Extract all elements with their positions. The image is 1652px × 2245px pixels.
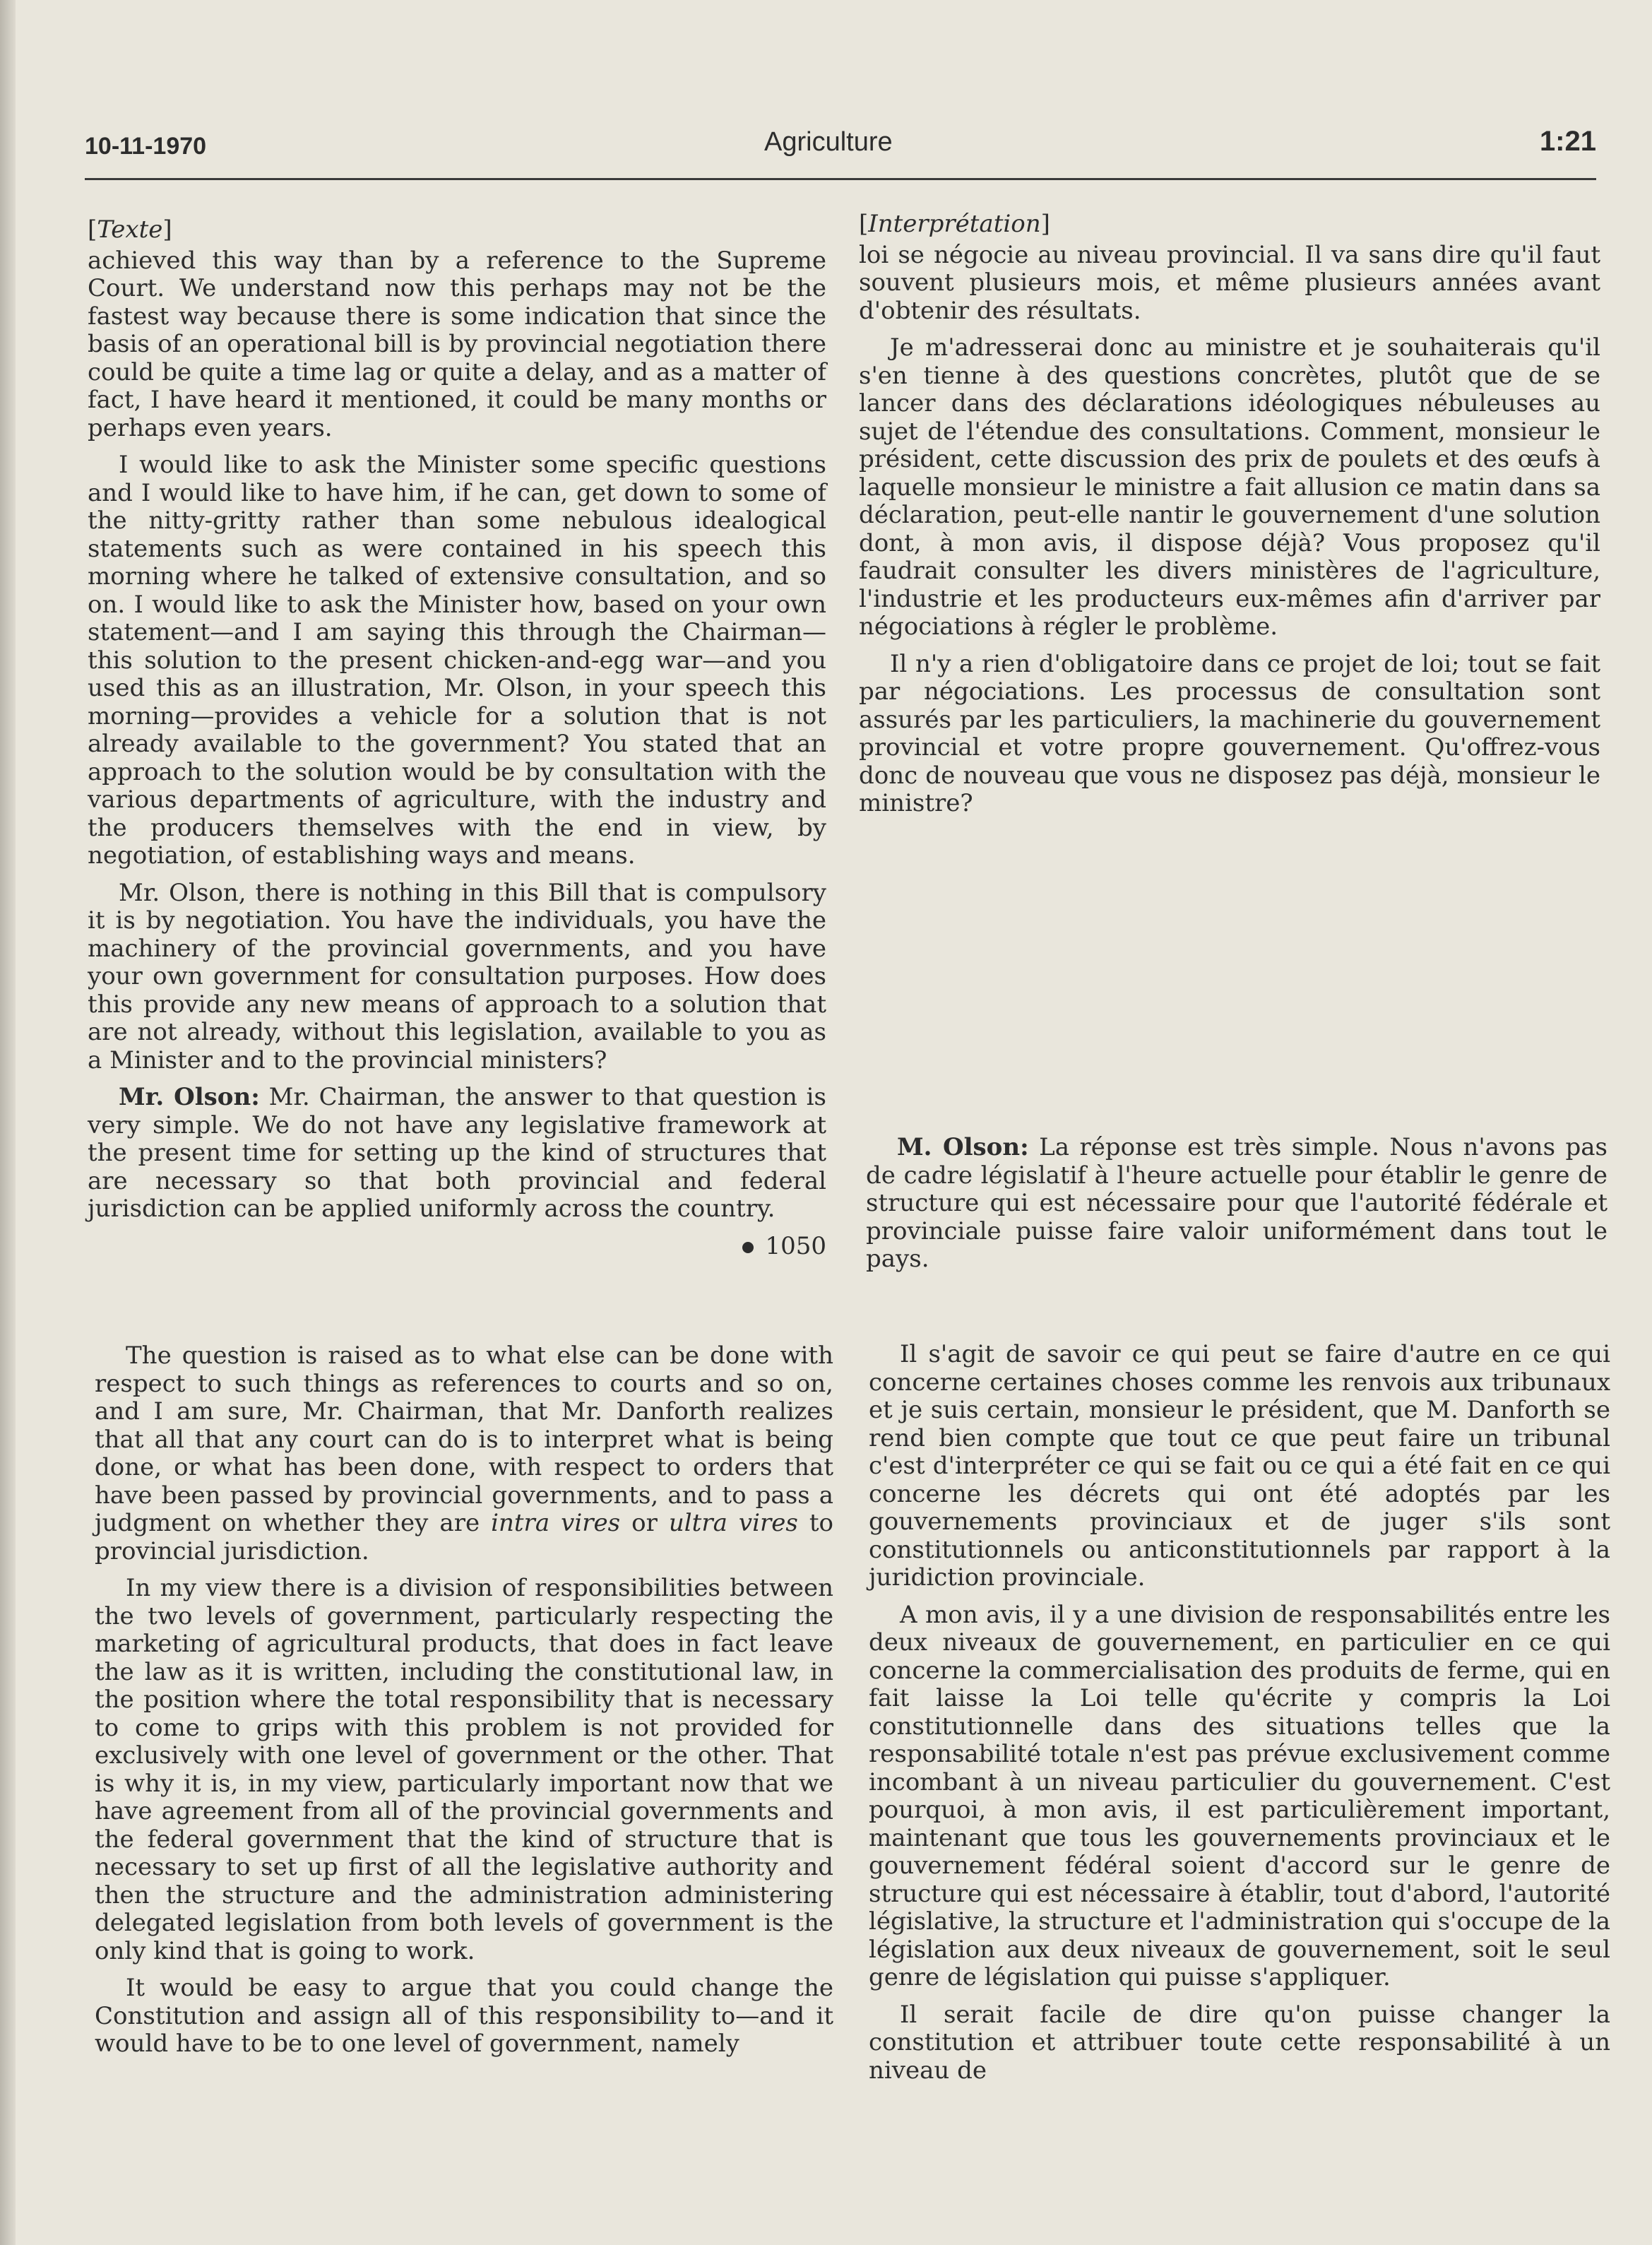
french-column-speaker [866,1134,1608,1283]
page-header [85,126,1596,180]
paragraph: I would like to ask the Minister some specific questions and I would like to have him, if he can, get down to some of the nitty-gritty rather than some nebulous idealogical statements such as were contained in his speech this morning where he talked of extensive consultation, and so on. I would like to ask the Minister how, based on your own statement—and I am saying this through the Chairman—this solution to the present chicken-and-egg war—and you used this as an illustration, Mr. Olson, in your speech this morning—provides a vehicle for a solution that is not already available to the government? You stated that an approach to the solution would be by consultation with the various departments of agriculture, with the industry and the producers themselves with the end in view, by negotiation, of establishing ways and means. [88,451,826,870]
speaker-name: M. Olson: [897,1133,1029,1161]
speaker-paragraph: M. Olson: La réponse est très simple. Nous n'avons pas de cadre législatif à l'heure actuelle pour établir le genre de structure qui est nécessaire pour que l'autorité fédérale et provinciale puisse faire valoir uniformément dans tout le pays. [866,1133,1608,1273]
section-tag-interpretation: [Interprétation] [859,210,1050,238]
paragraph: Je m'adresserai donc au ministre et je souhaiterais qu'il s'en tienne à des questions concrètes, plutôt que de se lancer dans des déclarations idéologiques nébuleuses au sujet de l'étendue des consultations. Comment, monsieur le président, cette discussion des prix de poulets et des œufs à laquelle monsieur le ministre a fait allusion ce matin dans sa déclaration, peut-elle nantir le gouvernement d'une solution dont, à mon avis, il dispose déjà? Vous proposez qu'il faudrait consulter les divers ministères de l'agriculture, l'industrie et les producteurs eux-mêmes afin d'arriver par négociations à régler le problème. [859,333,1600,641]
paragraph: Il n'y a rien d'obligatoire dans ce projet de loi; tout se fait par négociations. Les processus de consultation sont assurés par les particuliers, la machinerie du gouvernement provincial et votre propre gouvernement. Qu'offrez-vous donc de nouveau que vous ne disposez pas déjà, monsieur le ministre? [859,649,1600,817]
paragraph: loi se négocie au niveau provincial. Il va sans dire qu'il faut souvent plusieurs mois, et même plusieurs années avant d'obtenir des résultats. [859,240,1600,325]
paragraph: It would be easy to argue that you could change the Constitution and assign all of this responsibility to—and it would have to be to one level of government, namely [95,1974,833,2058]
paragraph: Il s'agit de savoir ce qui peut se faire d'autre en ce qui concerne certaines choses comme les renvois aux tribunaux et je suis certain, monsieur le président, que M. Danforth se rend bien compte que tout ce que peut faire un tribunal c'est d'interpréter ce qui se fait ou ce qui a été fait en ce qui concerne les décrets qui ont été adoptés par les gouvernements provinciaux et de juger s'ils sont constitutionnels ou anticonstitutionnels par rapport à la juridiction provinciale. [869,1340,1610,1592]
header-page-number: 1:21 [1539,126,1596,157]
speaker-name: Mr. Olson: [119,1083,260,1111]
paragraph: The question is raised as to what else can be done with respect to such things as references to courts and so on, and I am sure, Mr. Chairman, that Mr. Danforth realizes that all that any court can do is to interpret what is being done, or what has been done, with respect to orders that have been passed by provincial governments, and to pass a judgment on whether they are intra vires or ultra vires to provincial jurisdiction. [95,1341,833,1565]
bullet-dot-icon [742,1242,754,1253]
english-column [88,216,826,1270]
english-column-continued [95,1342,833,2068]
section-tag-texte: [Texte] [88,215,172,244]
time-marker: 1050 [88,1233,826,1261]
french-column-continued [869,1341,1610,2094]
paragraph: In my view there is a division of responsibilities between the two levels of government, particularly respecting the marketing of agricultural products, that does in fact leave the law as it is written, including the constitutional law, in the position where the total responsibility that is necessary to come to grips with this problem is not provided for exclusively with one level of government or the other. That is why it is, in my view, particularly important now that we have agreement from all of the provincial governments and the federal government that the kind of structure that is necessary to set up first of all the legislative authority and then the structure and the administration administering delegated legislation from both levels of government is the only kind that is going to work. [95,1574,833,1965]
speaker-paragraph: Mr. Olson: Mr. Chairman, the answer to that question is very simple. We do not have any legislative framework at the present time for setting up the kind of structures that are necessary so that both provincial and federal jurisdiction can be applied uniformly across the country. [88,1083,826,1223]
paragraph: Mr. Olson, there is nothing in this Bill that is compulsory it is by negotiation. You have the individuals, you have the machinery of the provincial governments, and you have your own government for consultation purposes. How does this provide any new means of approach to a solution that are not already, without this legislation, available to you as a Minister and to the provincial ministers? [88,878,826,1074]
header-title: Agriculture [764,127,893,157]
binding-shadow [0,0,16,2245]
paragraph: achieved this way than by a reference to the Supreme Court. We understand now this perhaps may not be the fastest way because there is some indication that since the basis of an operational bill is by provincial negotiation there could be quite a time lag or quite a delay, and as a matter of fact, I have heard it mentioned, it could be many months or perhaps even years. [88,246,826,442]
header-date: 10-11-1970 [85,133,207,160]
paragraph: A mon avis, il y a une division de responsabilités entre les deux niveaux de gouvernement, en particulier en ce qui concerne la commercialisation des produits de ferme, qui en fait laisse la Loi telle qu'écrite y compris la Loi constitutionnelle dans des situations telles que la responsabilité totale n'est pas prévue exclusivement comme incombant à un niveau particulier du gouvernement. C'est pourquoi, à mon avis, il est particulièrement important, maintenant que tous les gouvernements provinciaux et le gouvernement fédéral soient d'accord sur le genre de structure qui est nécessaire à établir, tout d'abord, l'autorité législative, la structure et l'administration qui s'occupe de la législation aux deux niveaux de gouvernement, soit le seul genre de législation qui puisse s'appliquer. [869,1600,1610,1991]
french-column [859,211,1600,827]
paragraph: Il serait facile de dire qu'on puisse changer la constitution et attribuer toute cette responsabilité à un niveau de [869,2000,1610,2085]
